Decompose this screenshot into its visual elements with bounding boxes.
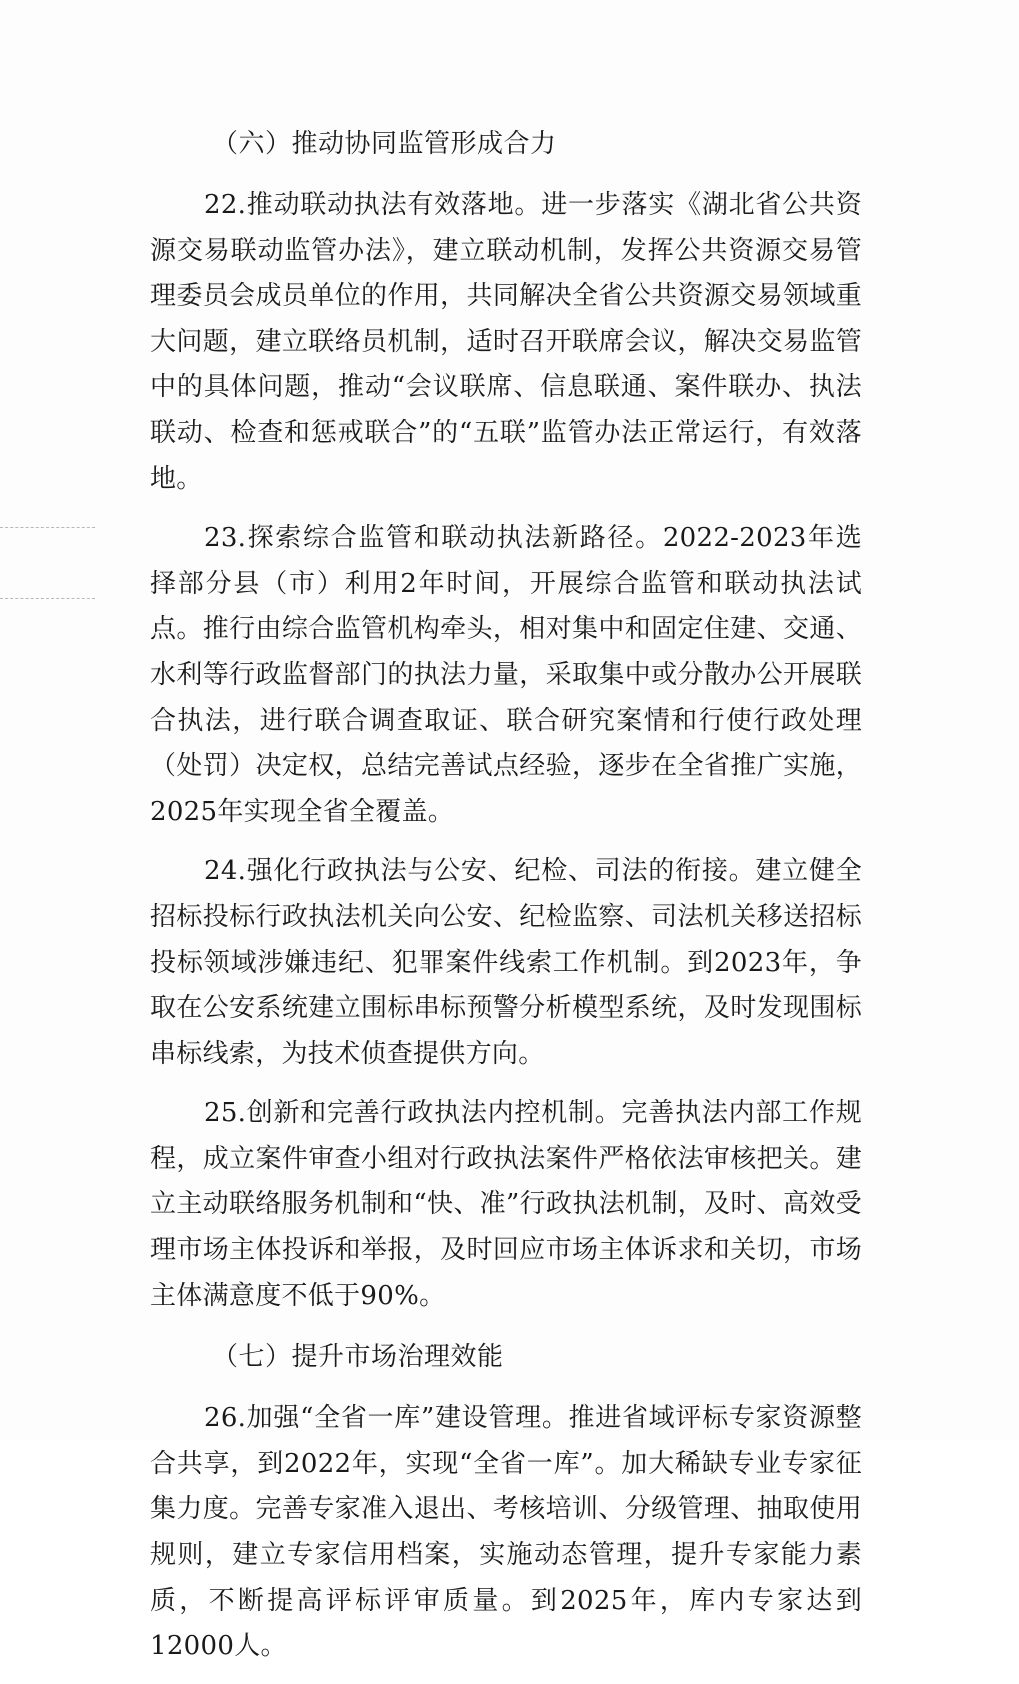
document-body (150, 120, 862, 1684)
paragraph-26: 26.加强“全省一库”建设管理。推进省域评标专家资源整合共享，到2022年，实现“全省一库”。加大稀缺专业专家征集力度。完善专家准入退出、考核培训、分级管理、抽取使用规则，建立专家信用档案，实施动态管理，提升专家能力素质，不断提高评标评审质量。到2025年，库内专家达到12000人。 (150, 1403, 862, 1662)
paragraph-23: 23.探索综合监管和联动执法新路径。2022-2023年选择部分县（市）利用2年时间，开展综合监管和联动执法试点。推行由综合监管机构牵头，相对集中和固定住建、交通、水利等行政监督部门的执法力量，采取集中或分散办公开展联合执法，进行联合调查取证、联合研究案情和行使行政处理（处罚）决定权，总结完善试点经验，逐步在全省推广实施，2025年实现全省全覆盖。 (150, 523, 862, 827)
scan-artifact-line (0, 598, 95, 600)
paragraph-24: 24.强化行政执法与公安、纪检、司法的衔接。建立健全招标投标行政执法机关向公安、纪检监察、司法机关移送招标投标领域涉嫌违纪、犯罪案件线索工作机制。到2023年，争取在公安系统建立围标串标预警分析模型系统，及时发现围标串标线索，为技术侦查提供方向。 (150, 856, 862, 1069)
scan-artifact-line (0, 527, 95, 529)
section-heading-six: （六）推动协同监管形成合力 (212, 129, 557, 159)
paragraph-22: 22.推动联动执法有效落地。进一步落实《湖北省公共资源交易联动监管办法》，建立联动机制，发挥公共资源交易管理委员会成员单位的作用，共同解决全省公共资源交易领域重大问题，建立联络员机制，适时召开联席会议，解决交易监管中的具体问题，推动“会议联席、信息联通、案件联办、执法联动、检查和惩戒联合”的“五联”监管办法正常运行，有效落地。 (150, 190, 862, 494)
paragraph-25: 25.创新和完善行政执法内控机制。完善执法内部工作规程，成立案件审查小组对行政执法案件严格依法审核把关。建立主动联络服务机制和“快、准”行政执法机制，及时、高效受理市场主体投诉和举报，及时回应市场主体诉求和关切，市场主体满意度不低于90%。 (150, 1098, 862, 1311)
section-heading-seven: （七）提升市场治理效能 (212, 1342, 504, 1373)
